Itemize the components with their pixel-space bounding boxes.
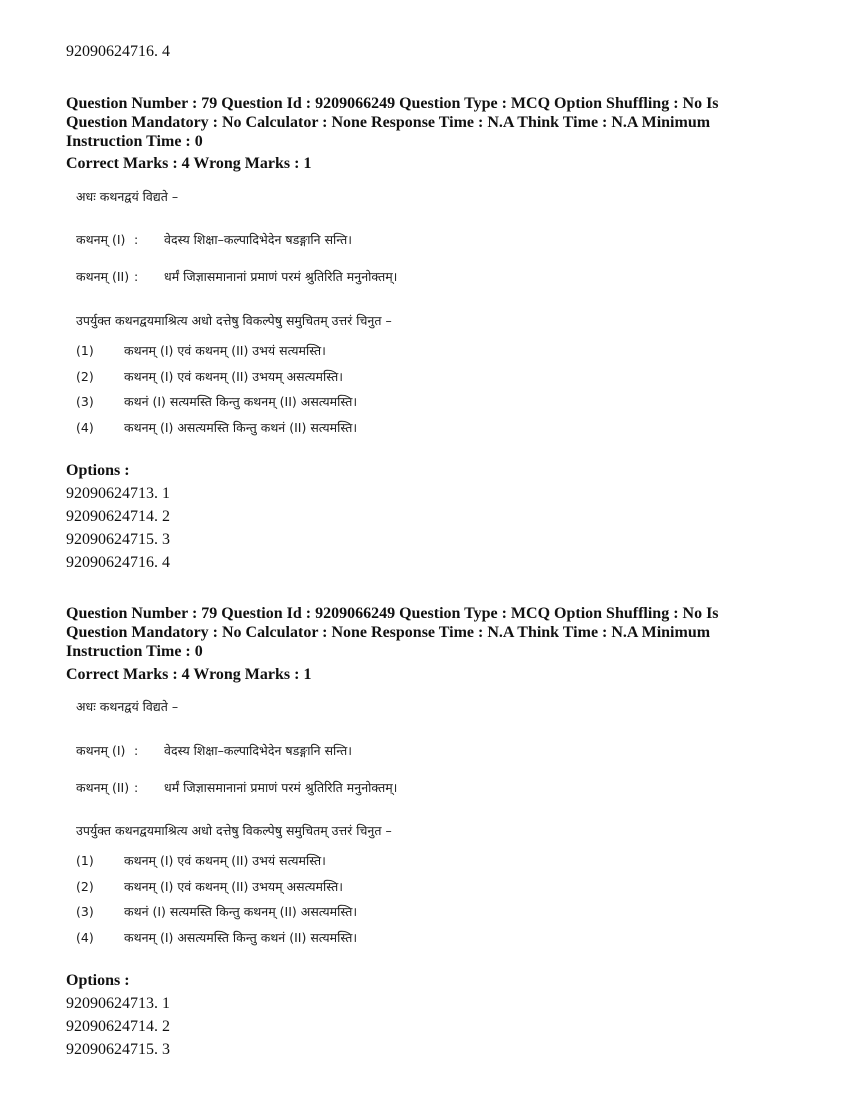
statement-colon: : (134, 743, 139, 758)
question-header-line1: Question Number : 79 Question Id : 9209066249 Question Type : MCQ Option Shuffling : No Is (66, 95, 719, 112)
choice-text: कथनम् (I) एवं कथनम् (II) उभयम् असत्यमस्ति। (124, 879, 343, 894)
options-title: Options : (66, 972, 130, 989)
statement-label: कथनम् (II) (76, 269, 130, 284)
statement-label: कथनम् (II) (76, 780, 130, 795)
option-line: 92090624714. 2 (66, 1018, 170, 1035)
marks-line: Correct Marks : 4 Wrong Marks : 1 (66, 666, 312, 683)
choice-number: (3) (76, 904, 94, 919)
choice-4 (76, 419, 357, 436)
question-intro: अधः कथनद्वयं विद्यते – (76, 699, 179, 714)
choice-text: कथनम् (I) एवं कथनम् (II) उभयं सत्यमस्ति। (124, 343, 326, 358)
statement-1 (76, 231, 352, 248)
statement-text: धर्मं जिज्ञासमानानां प्रमाणं परमं श्रुतिरिति मनुनोक्तम्। (164, 780, 398, 795)
options-title: Options : (66, 462, 130, 479)
question-header-line3: Instruction Time : 0 (66, 643, 203, 660)
question-image (70, 184, 440, 446)
question-intro: अधः कथनद्वयं विद्यते – (76, 189, 179, 204)
statement-2 (76, 268, 397, 285)
choice-number: (2) (76, 369, 94, 384)
option-line: 92090624715. 3 (66, 531, 170, 548)
choice-1 (76, 342, 326, 359)
choice-text: कथनम् (I) एवं कथनम् (II) उभयं सत्यमस्ति। (124, 853, 326, 868)
question-header-line1: Question Number : 79 Question Id : 9209066249 Question Type : MCQ Option Shuffling : No Is (66, 605, 719, 622)
option-line: 92090624715. 3 (66, 1041, 170, 1058)
question-header-line3: Instruction Time : 0 (66, 133, 203, 150)
marks-line: Correct Marks : 4 Wrong Marks : 1 (66, 155, 312, 172)
statement-1 (76, 742, 352, 759)
choice-2 (76, 878, 343, 895)
choice-text: कथनम् (I) एवं कथनम् (II) उभयम् असत्यमस्ति। (124, 369, 343, 384)
option-line: 92090624713. 1 (66, 485, 170, 502)
question-instruction: उपर्युक्त कथनद्वयमाश्रित्य अधो दत्तेषु विकल्पेषु समुचितम् उत्तरं चिनुत – (76, 823, 392, 838)
choice-number: (2) (76, 879, 94, 894)
choice-text: कथनं (I) सत्यमस्ति किन्तु कथनम् (II) असत्यमस्ति। (124, 394, 358, 409)
statement-text: वेदस्य शिक्षा–कल्पादिभेदेन षडङ्गानि सन्ति। (164, 743, 352, 758)
choice-number: (4) (76, 420, 94, 435)
top-option-line: 92090624716. 4 (66, 43, 170, 60)
choice-text: कथनं (I) सत्यमस्ति किन्तु कथनम् (II) असत्यमस्ति। (124, 904, 358, 919)
question-header (66, 94, 766, 151)
statement-2 (76, 779, 397, 796)
question-header-line2: Question Mandatory : No Calculator : None Response Time : N.A Think Time : N.A Minimum (66, 114, 711, 131)
question-header-line2: Question Mandatory : No Calculator : None Response Time : N.A Think Time : N.A Minimum (66, 624, 711, 641)
statement-text: धर्मं जिज्ञासमानानां प्रमाणं परमं श्रुतिरिति मनुनोक्तम्। (164, 269, 398, 284)
choice-1 (76, 852, 326, 869)
choice-number: (3) (76, 394, 94, 409)
choice-text: कथनम् (I) असत्यमस्ति किन्तु कथनं (II) सत्यमस्ति। (124, 930, 358, 945)
statement-colon: : (134, 269, 139, 284)
choice-3 (76, 903, 357, 920)
statement-colon: : (134, 232, 139, 247)
choice-2 (76, 368, 343, 385)
choice-3 (76, 393, 357, 410)
option-line: 92090624716. 4 (66, 554, 170, 571)
option-line: 92090624713. 1 (66, 995, 170, 1012)
statement-label: कथनम् (I) (76, 743, 126, 758)
choice-4 (76, 929, 357, 946)
choice-number: (1) (76, 853, 94, 868)
statement-label: कथनम् (I) (76, 232, 126, 247)
question-instruction: उपर्युक्त कथनद्वयमाश्रित्य अधो दत्तेषु विकल्पेषु समुचितम् उत्तरं चिनुत – (76, 313, 392, 328)
choice-number: (4) (76, 930, 94, 945)
option-line: 92090624714. 2 (66, 508, 170, 525)
choice-number: (1) (76, 343, 94, 358)
question-image (70, 694, 440, 956)
choice-text: कथनम् (I) असत्यमस्ति किन्तु कथनं (II) सत्यमस्ति। (124, 420, 358, 435)
statement-text: वेदस्य शिक्षा–कल्पादिभेदेन षडङ्गानि सन्ति। (164, 232, 352, 247)
question-header (66, 604, 766, 661)
statement-colon: : (134, 780, 139, 795)
